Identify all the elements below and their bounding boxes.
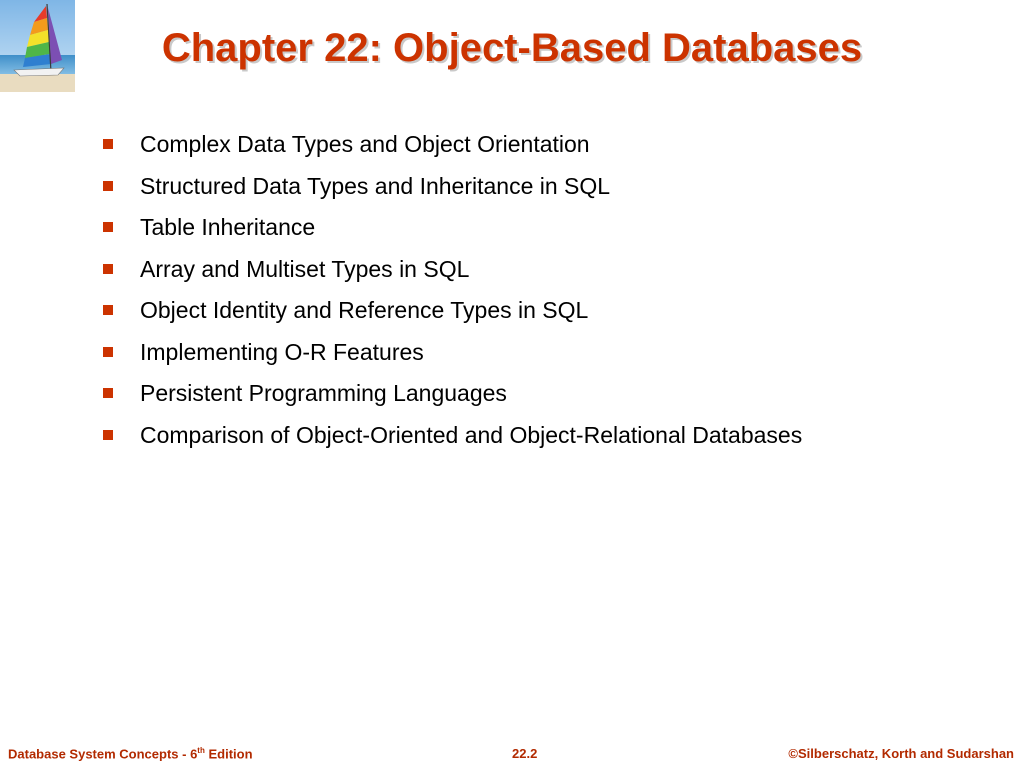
- bullet-item: [100, 250, 802, 292]
- bullet-text: Array and Multiset Types in SQL: [140, 255, 470, 282]
- square-bullet-icon: [103, 139, 113, 149]
- square-bullet-icon: [103, 305, 113, 315]
- bullet-item: [100, 416, 802, 458]
- bullet-item: [100, 291, 802, 333]
- bullet-text: Structured Data Types and Inheritance in SQL: [140, 172, 611, 199]
- bullet-item: [100, 374, 802, 416]
- square-bullet-icon: [103, 222, 113, 232]
- footer-book-title: [8, 746, 253, 761]
- square-bullet-icon: [103, 347, 113, 357]
- bullet-item: [100, 333, 802, 375]
- footer-book-rest: Edition: [204, 746, 253, 762]
- square-bullet-icon: [103, 388, 113, 398]
- bullet-text: Table Inheritance: [140, 214, 316, 240]
- footer-edition-suffix: th: [197, 746, 205, 755]
- bullet-text: Object Identity and Reference Types in SQL: [140, 297, 589, 323]
- bullet-text: Comparison of Object-Oriented and Object-Relational Databases: [140, 421, 803, 448]
- footer-copyright: ©Silberschatz, Korth and Sudarshan: [788, 746, 1014, 761]
- square-bullet-icon: [103, 264, 113, 274]
- footer-page-number: 22.2: [512, 746, 538, 761]
- bullet-text: Implementing O-R Features: [140, 338, 424, 365]
- bullet-item: [100, 167, 802, 209]
- footer-book-prefix: Database System Concepts - 6: [8, 746, 198, 762]
- square-bullet-icon: [103, 181, 113, 191]
- square-bullet-icon: [103, 430, 113, 440]
- bullet-item: [100, 208, 802, 250]
- slide-title: Chapter 22: Object-Based Databases: [161, 26, 863, 70]
- bullet-item: [100, 125, 802, 167]
- bullet-text: Persistent Programming Languages: [140, 380, 507, 406]
- bullet-text: Complex Data Types and Object Orientation: [140, 131, 590, 157]
- bullet-list: [100, 125, 802, 457]
